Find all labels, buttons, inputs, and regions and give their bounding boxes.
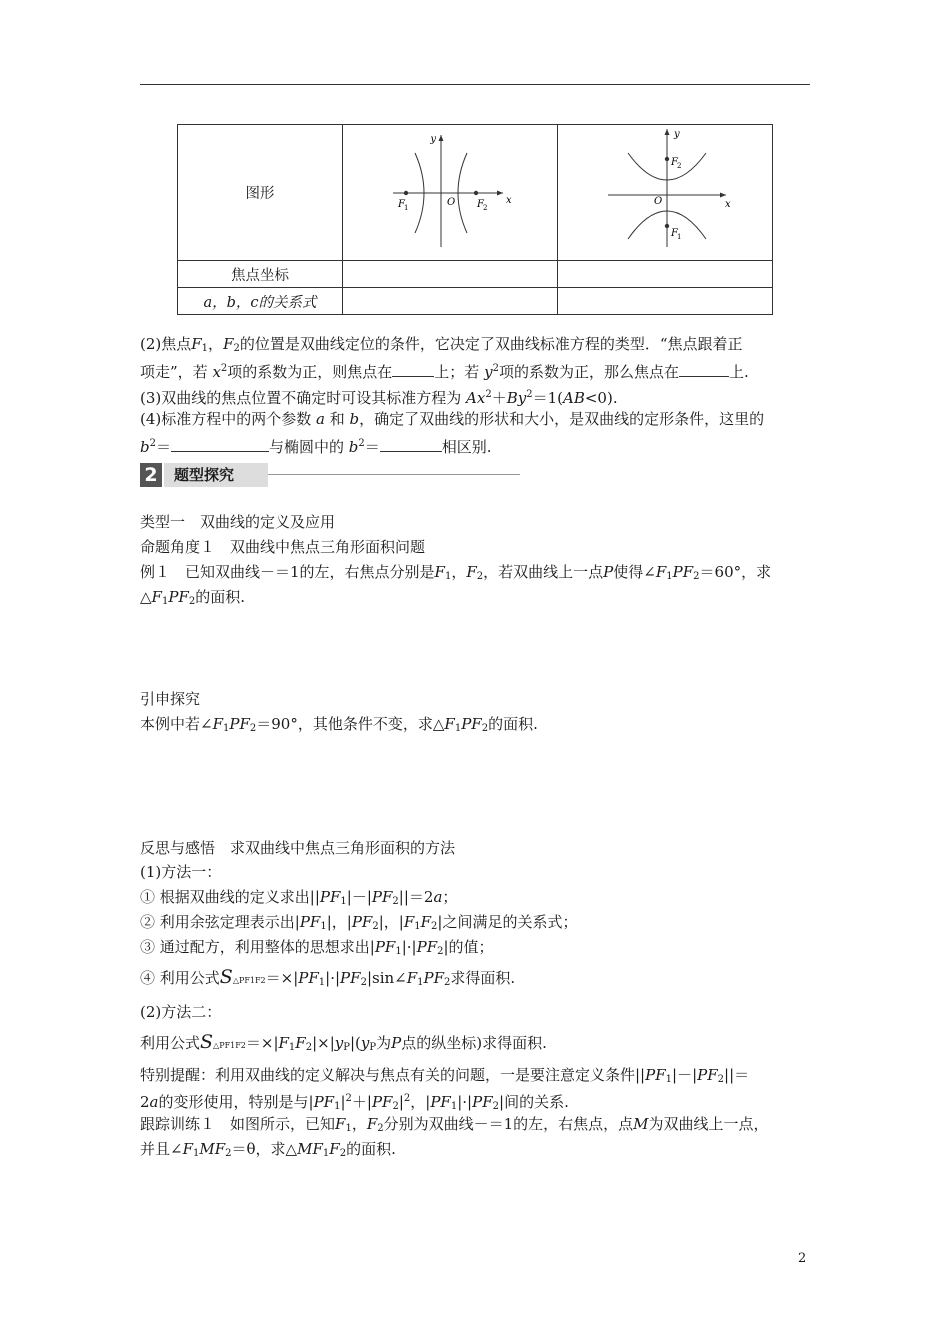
example-1-line-1: 例１ 已知双曲线－＝1的左，右焦点分别是$F_1$，$F_2$，若双曲线上一点P使得$\angle F_1PF_2=60^\circ$，求 [140,563,772,582]
fig2-f1-sub: 1 [677,233,682,241]
fig2-y-label: y [674,129,680,140]
fill-blank [171,437,269,452]
fig2-f1-label: F [671,228,678,239]
fill-blank [392,362,434,377]
extend-heading: 引申探究 [140,690,201,708]
cell-abc-relation-x [343,288,558,315]
section-rule [268,474,520,475]
practice-line-2: 并且$\angle F_1MF_2=\theta$，求$\triangle MF_1F_2$的面积. [140,1140,396,1159]
hyperbola-horizontal-diagram [343,125,557,256]
top-rule [140,84,810,85]
tip-line-2: 2a的变形使用，特别是与$|PF_1|^2+|PF_2|^2$，$|PF_1|\cdot|PF_2|$间的关系. [140,1093,569,1112]
hyperbola-vertical-diagram [558,125,772,256]
type-heading: 类型一 双曲线的定义及应用 [140,513,336,531]
angle-heading: 命题角度１ 双曲线中焦点三角形面积问题 [140,538,426,556]
figure-y-axis-hyperbola [558,125,773,261]
para-2-line-1: (2)焦点$F_1$，$F_2$的位置是双曲线定位的条件，它决定了双曲线标准方程的类型．“焦点跟着正 [140,335,743,354]
method-1-heading: (1)方法一： [140,863,222,881]
fill-blank [679,362,729,377]
fig2-origin-label: O [654,196,663,207]
section-title: 题型探究 [164,463,268,487]
practice-line-1: 跟踪训练１ 如图所示，已知$F_1$，$F_2$分别为双曲线－＝1的左，右焦点，点M为双曲线上一点， [140,1115,769,1134]
extend-question: 本例中若$\angle F_1PF_2=90^\circ$，其他条件不变，求$\triangle F_1PF_2$的面积. [140,715,538,734]
method-1-step-2: ② 利用余弦定理表示出$|PF_1|$，$|PF_2|$，$|F_1F_2|$之间满足的关系式； [140,913,578,932]
method-1-step-4: ④ 利用公式$S\triangle PF1F2=\times|PF_1|\cdot|PF_2|\sin\angle F_1PF_2$求得面积. [140,966,516,988]
fig2-x-label: x [725,199,731,210]
figure-x-axis-hyperbola [343,125,558,261]
row-label-abc-relation: a，b，c的关系式 [178,288,343,315]
fig1-f2-label: F [477,199,484,210]
fig1-x-label: x [506,195,512,206]
section-number: 2 [140,463,162,487]
para-4-line-1: (4)标准方程中的两个参数 a 和 b，确定了双曲线的形状和大小，是双曲线的定形条件，这里的 [140,410,765,428]
method-1-step-3: ③ 通过配方，利用整体的思想求出$|PF_1|\cdot|PF_2|$的值； [140,938,494,957]
tip-line-1: 特别提醒：利用双曲线的定义解决与焦点有关的问题，一是要注意定义条件$||PF_1|-|PF_2||=$ [140,1066,750,1085]
cell-focus-coords-x [343,261,558,288]
hyperbola-properties-table [177,124,773,315]
para-2-line-2: 项走”，若 $x^2$项的系数为正，则焦点在 上；若 $y^2$项的系数为正，那么焦点在 上. [140,363,749,381]
fig2-f2-sub: 2 [677,162,682,170]
method-2-heading: (2)方法二： [140,1003,222,1021]
row-label-focus-coords: 焦点坐标 [178,261,343,288]
page-number: 2 [798,1251,807,1266]
para-4-line-2: $b^2=$ 与椭圆中的 $b^2=$ 相区别. [140,438,492,456]
method-2-formula: 利用公式$S\triangle PF1F2=\times|F_1F_2|\times|y_P|(y_P$为P点的纵坐标)求得面积. [140,1031,547,1053]
fig1-f1-sub: 1 [404,204,409,212]
para-3: (3)双曲线的焦点位置不确定时可设其标准方程为 $Ax^2+By^2=1(AB<0)$. [140,389,618,407]
reflect-heading: 反思与感悟 求双曲线中焦点三角形面积的方法 [140,839,456,857]
fig1-origin-label: O [447,197,456,208]
fig1-f2-sub: 2 [483,204,488,212]
row-label-figure: 图形 [178,125,343,261]
method-1-step-1: ① 根据双曲线的定义求出$||PF_1|-|PF_2||=2a$； [140,888,458,907]
example-1-line-2: $\triangle F_1PF_2$的面积. [140,588,246,607]
fig2-f2-label: F [671,157,678,168]
fill-blank [380,437,442,452]
fig1-y-label: y [430,134,436,145]
cell-focus-coords-y [558,261,773,288]
fig1-f1-label: F [398,199,405,210]
cell-abc-relation-y [558,288,773,315]
